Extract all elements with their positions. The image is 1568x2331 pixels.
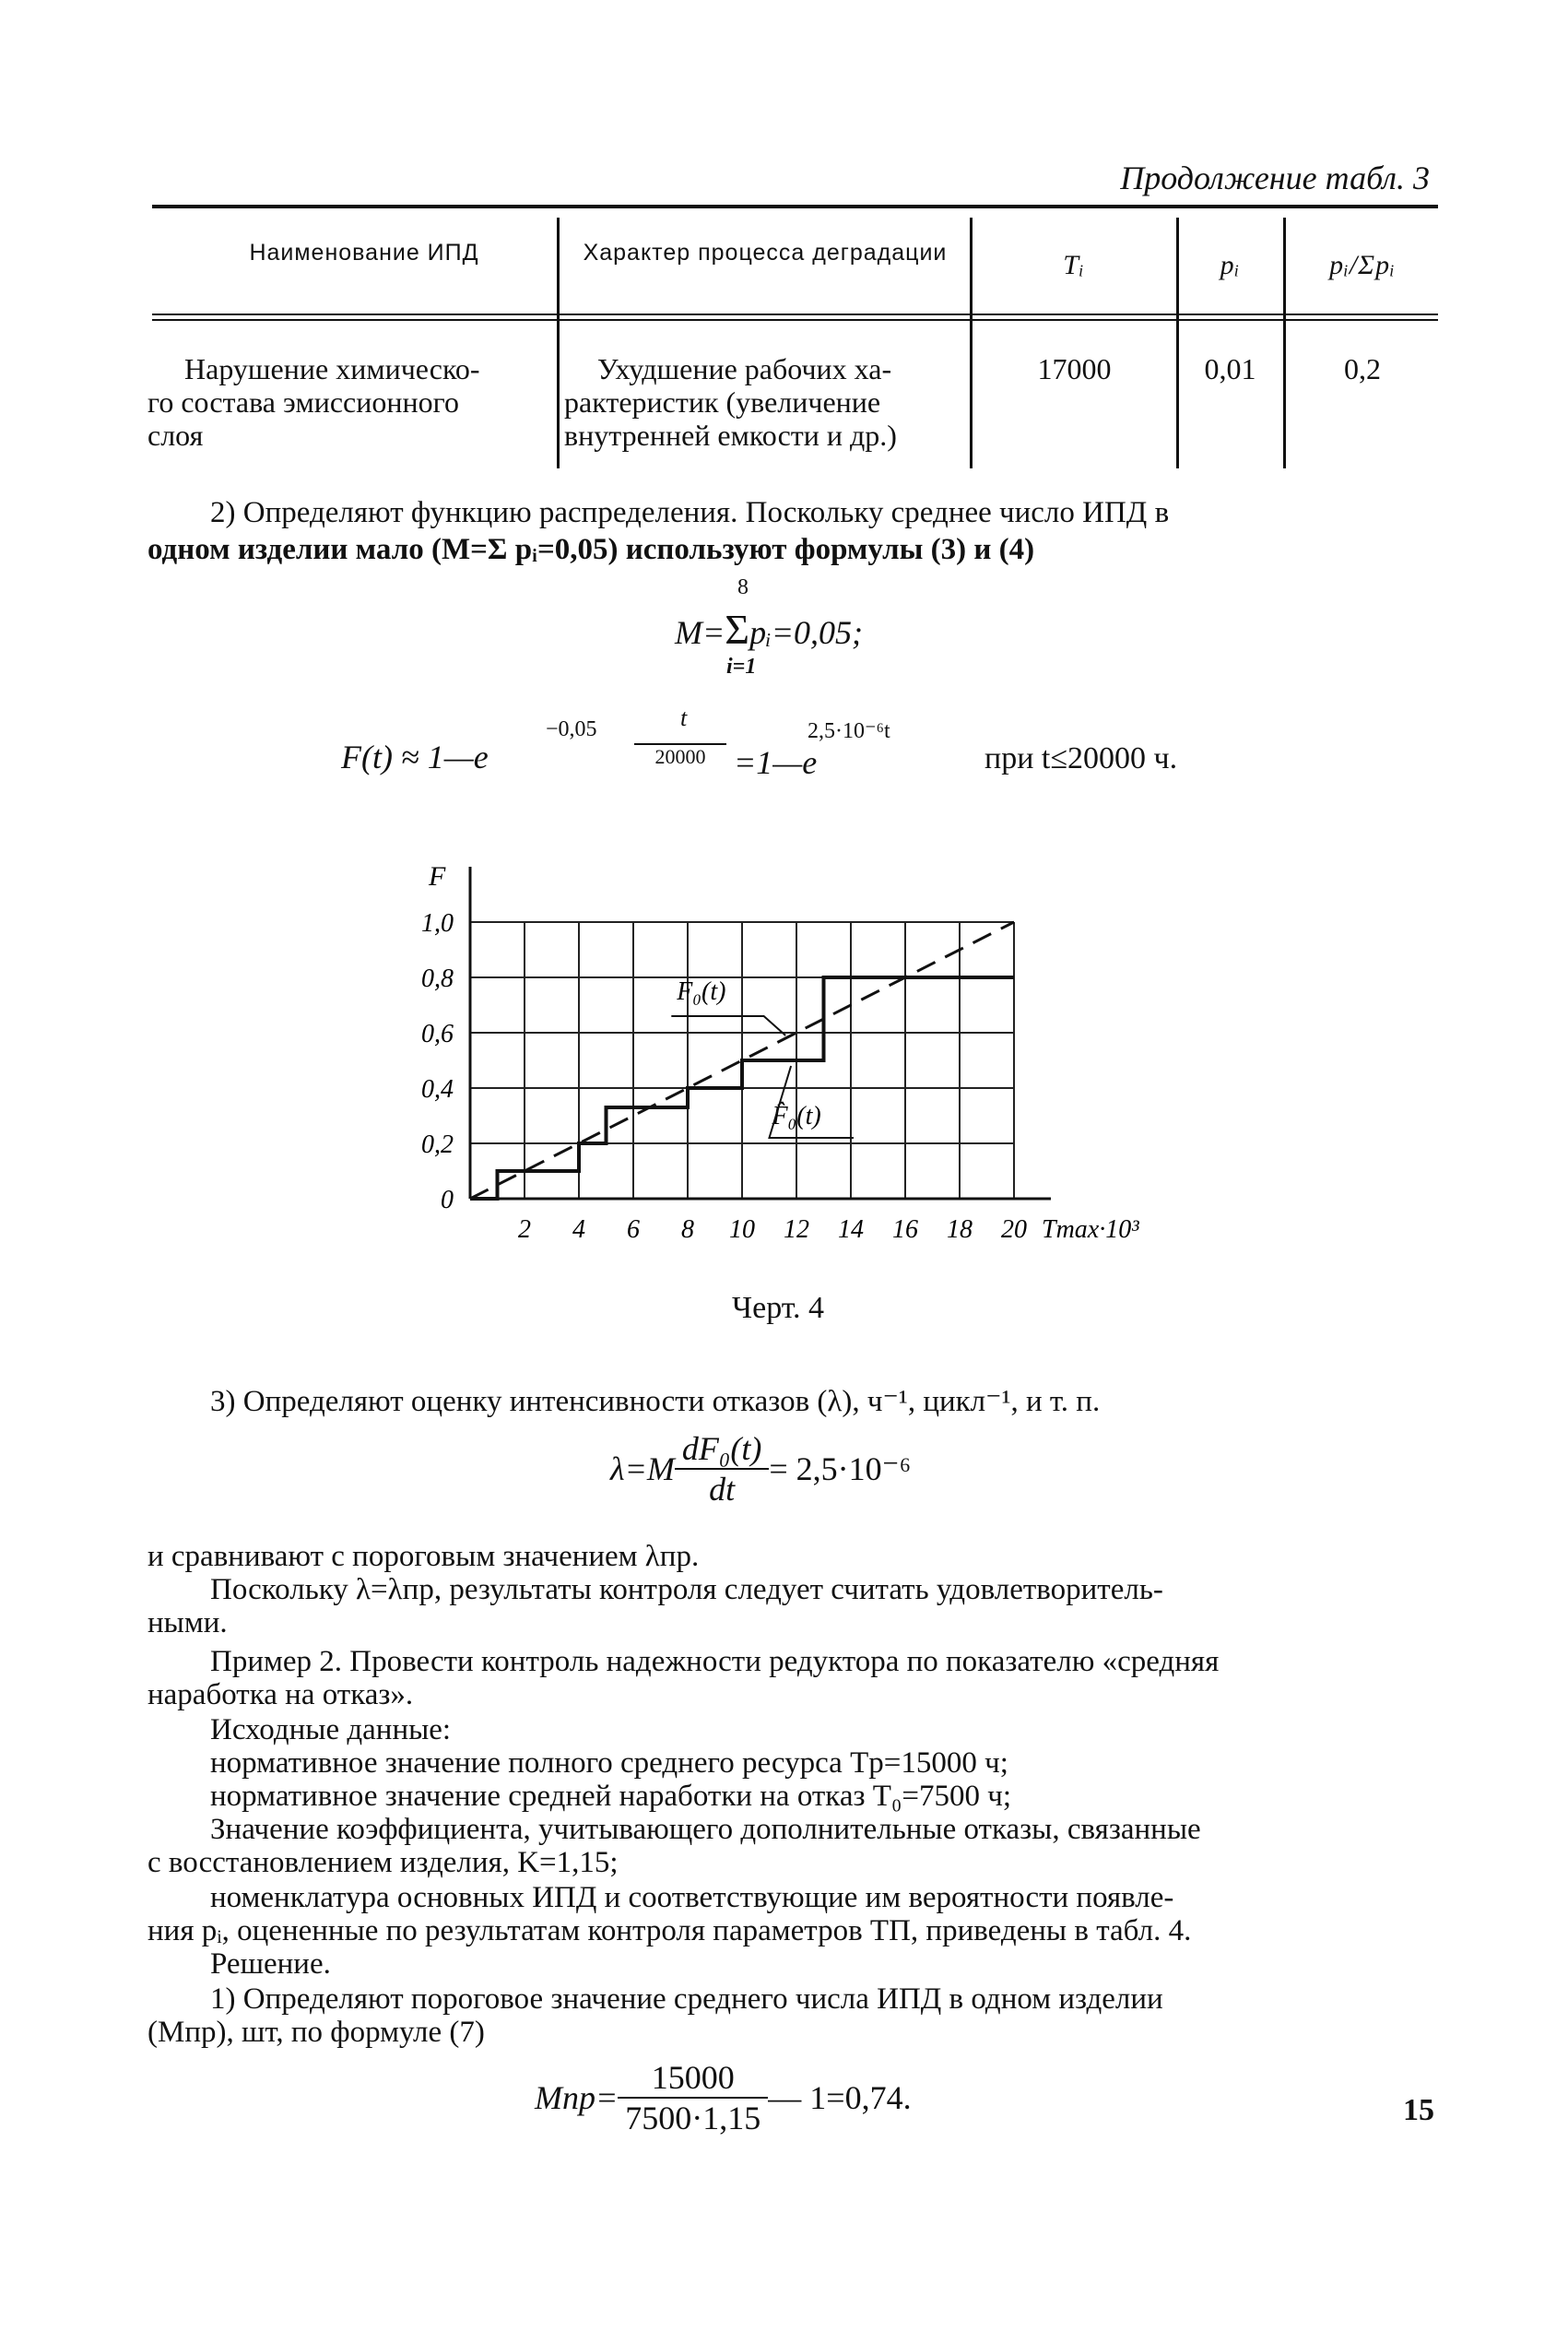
text-line-11: ния pᵢ, оцененные по результатам контроля параметров ТП, приведены в табл. 4.: [147, 1914, 1192, 1947]
para2: 3) Определяют оценку интенсивности отказов (λ), ч⁻¹, цикл⁻¹, и т. п.: [210, 1385, 1101, 1418]
text-line-14: (Mпр), шт, по формуле (7): [147, 2016, 485, 2049]
x-tick-label-2: 6: [627, 1215, 640, 1244]
formula-mpr-fraction: [618, 2058, 768, 2137]
formula-m-lhs: M=: [675, 614, 725, 651]
table-cell-process-line1: Ухудшение рабочих ха-: [597, 352, 892, 385]
figure-4-chart: [406, 848, 1217, 1263]
table-cell-process-line3: внутренней емкости и др.): [564, 419, 897, 452]
table-header-rule-1: [152, 314, 1438, 315]
sum-symbol: Σ: [725, 606, 750, 653]
table-cell-name-line1: Нарушение химическо-: [184, 352, 480, 385]
x-tick-label-0: 2: [518, 1215, 531, 1244]
figure-caption: Черт. 4: [732, 1291, 825, 1325]
formula-lambda-rhs: = 2,5·10⁻⁶: [769, 1450, 912, 1487]
text-line-5: Исходные данные:: [210, 1713, 452, 1746]
table-header-name: Наименование ИПД: [249, 240, 479, 266]
table-cell-pi: 0,01: [1204, 352, 1256, 385]
formula-f-mid: =1—e: [734, 744, 818, 781]
text-line-7: нормативное значение средней наработки на отказ T₀=7500 ч;: [210, 1780, 1012, 1813]
table-cell-name-line3: слоя: [147, 419, 204, 452]
text-line-9: с восстановлением изделия, K=1,15;: [147, 1846, 619, 1879]
text-line-3: Пример 2. Провести контроль надежности редуктора по показателю «средняя: [210, 1645, 1220, 1678]
x-tick-label-1: 4: [572, 1215, 585, 1244]
table-cell-name-line2: го состава эмиссионного: [147, 385, 459, 419]
y-tick-label-1: 0,2: [421, 1130, 454, 1159]
annotation-f0-hat: F̂₀(t): [772, 1102, 821, 1130]
annotation-f0: F₀(t): [677, 977, 726, 1006]
table-continuation-caption: Продолжение табл. 3: [1120, 160, 1430, 196]
table-cell-process-line2: рактеристик (увеличение: [564, 385, 881, 419]
formula-m-rhs: pᵢ=0,05;: [749, 614, 864, 651]
table-col-divider-1: [557, 218, 560, 468]
text-line-1: Поскольку λ=λпр, результаты контроля следует считать удовлетворитель-: [210, 1573, 1163, 1606]
x-tick-label-5: 12: [784, 1215, 809, 1244]
y-tick-label-4: 0,8: [421, 964, 454, 993]
formula-lambda-lhs: λ=M: [610, 1450, 675, 1487]
table-header-process: Характер процесса деградации: [583, 240, 948, 266]
text-line-8: Значение коэффициента, учитывающего дополнительные отказы, связанные: [210, 1813, 1201, 1846]
text-line-13: 1) Определяют пороговое значение среднего числа ИПД в одном изделии: [210, 1982, 1163, 2016]
text-line-0: и сравнивают с пороговым значением λпр.: [147, 1540, 700, 1573]
formula-lambda-fraction: [675, 1429, 769, 1509]
y-tick-label-0: 0: [441, 1186, 454, 1214]
table-cell-ratio: 0,2: [1344, 352, 1381, 385]
y-tick-label-2: 0,4: [421, 1075, 454, 1104]
table-header-ti: Tᵢ: [1063, 250, 1085, 280]
formula-lambda-den: dt: [709, 1471, 736, 1508]
table-header-rule-2: [152, 319, 1438, 321]
formula-lambda: [610, 1429, 911, 1509]
formula-mpr-lhs: Mпр=: [535, 2079, 619, 2116]
table-cell-ti: 17000: [1037, 352, 1112, 385]
x-tick-label-6: 14: [838, 1215, 864, 1244]
formula-mpr: [535, 2058, 912, 2137]
x-tick-label-9: 20: [1001, 1215, 1027, 1244]
para1-line1: 2) Определяют функцию распределения. Поскольку среднее число ИПД в: [210, 496, 1170, 529]
text-line-6: нормативное значение полного среднего ресурса Tр=15000 ч;: [210, 1746, 1008, 1780]
formula-lambda-num: dF₀(t): [675, 1429, 769, 1470]
y-tick-label-5: 1,0: [421, 909, 454, 938]
table-col-divider-4: [1283, 218, 1286, 468]
formula-m: [675, 605, 863, 654]
x-tick-label-4: 10: [729, 1215, 755, 1244]
x-axis-label: Tmax·10³: [1042, 1215, 1139, 1244]
formula-mpr-rhs: — 1=0,74.: [768, 2079, 912, 2116]
text-line-4: наработка на отказ».: [147, 1678, 414, 1711]
x-tick-label-7: 16: [892, 1215, 918, 1244]
para1-line2: одном изделии мало (M=Σ pᵢ=0,05) используют формулы (3) и (4): [147, 533, 1035, 566]
formula-mpr-num: 15000: [618, 2058, 768, 2099]
formula-f-lhs: F(t) ≈ 1—e: [341, 739, 489, 775]
table-col-divider-3: [1176, 218, 1179, 468]
formula-f-exp1: −0,05: [546, 717, 597, 741]
text-line-10: номенклатура основных ИПД и соответствующие им вероятности появле-: [210, 1881, 1174, 1914]
y-tick-label-3: 0,6: [421, 1020, 454, 1048]
text-line-12: Решение.: [210, 1947, 331, 1981]
formula-f-exp2: 2,5·10⁻⁶t: [808, 719, 890, 743]
x-tick-label-8: 18: [947, 1215, 973, 1244]
y-axis-label: F: [429, 861, 446, 892]
formula-m-sum-top: 8: [737, 575, 749, 599]
table-header-pi: pᵢ: [1220, 250, 1241, 280]
formula-f-condition: при t≤20000 ч.: [984, 741, 1178, 775]
formula-m-sum-bottom: i=1: [726, 655, 757, 679]
table-header-ratio: pᵢ/Σpᵢ: [1329, 250, 1396, 280]
page-number: 15: [1403, 2093, 1434, 2127]
formula-f-exp-num: t: [680, 704, 688, 731]
text-line-2: ными.: [147, 1606, 228, 1639]
formula-f-exp-den: 20000: [634, 743, 726, 769]
formula-mpr-den: 7500·1,15: [625, 2100, 761, 2136]
table-top-rule: [152, 205, 1438, 208]
x-tick-label-3: 8: [681, 1215, 694, 1244]
table-col-divider-2: [970, 218, 973, 468]
